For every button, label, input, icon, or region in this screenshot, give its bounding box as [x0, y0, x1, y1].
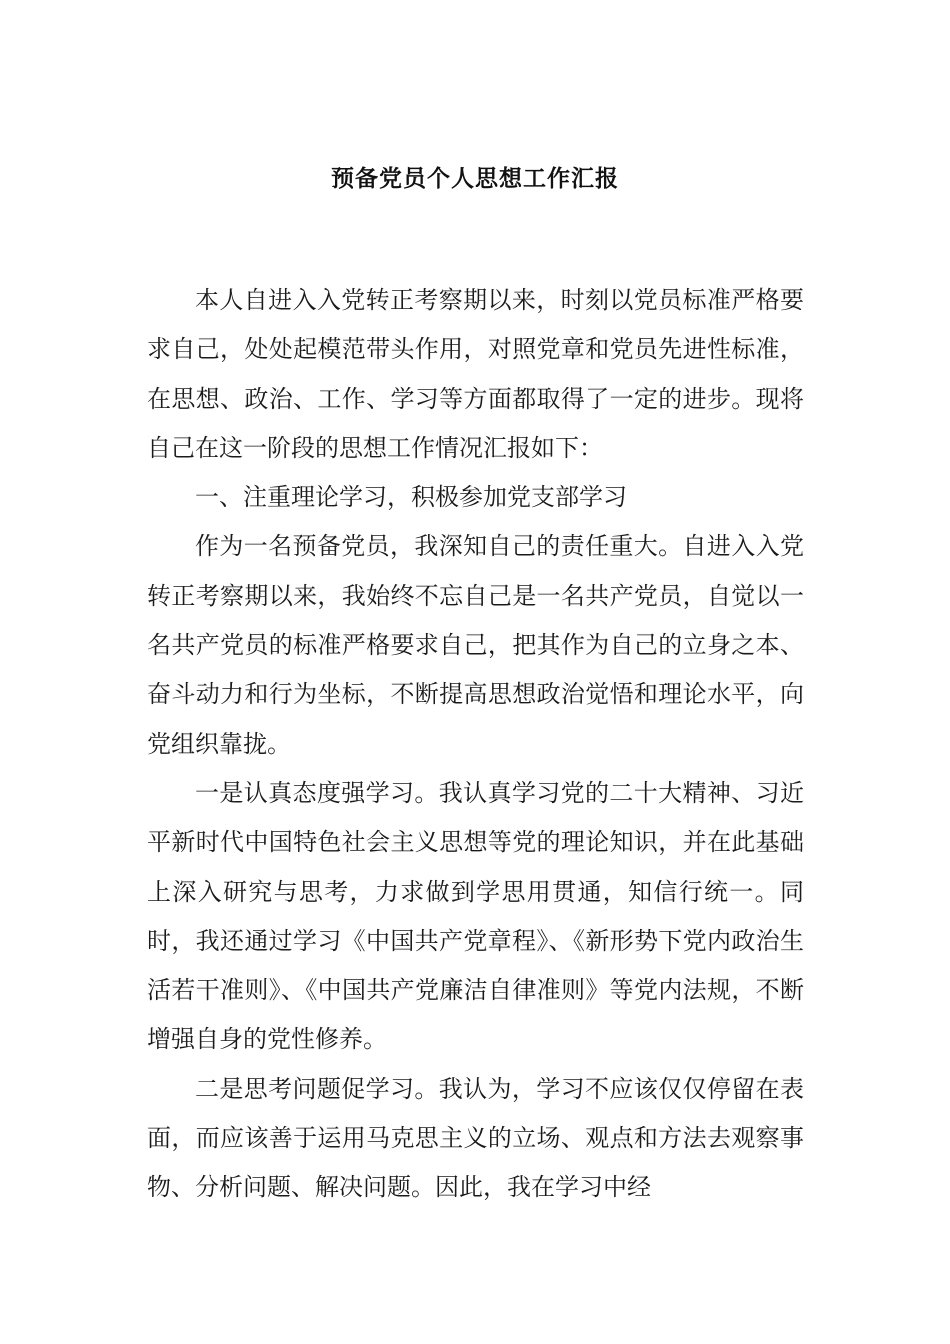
paragraph-intro: 本人自进入入党转正考察期以来，时刻以党员标准严格要求自己，处处起模范带头作用，对照党章和党员先进性标准，在思想、政治、工作、学习等方面都取得了一定的进步。现将自己在这一阶段的思想工作情况汇报如下：: [147, 286, 804, 462]
document-title: 预备党员个人思想工作汇报: [331, 165, 619, 192]
paragraph: 二是思考问题促学习。我认为，学习不应该仅仅停留在表面，而应该善于运用马克思主义的立场、观点和方法去观察事物、分析问题、解决问题。因此，我在学习中经: [147, 1074, 804, 1202]
paragraph: 一是认真态度强学习。我认真学习党的二十大精神、习近平新时代中国特色社会主义思想等党的理论知识，并在此基础上深入研究与思考，力求做到学思用贯通，知信行统一。同时，我还通过学习《中国共产党章程》、《新形势下党内政治生活若干准则》、《中国共产党廉洁自律准则》等党内法规，不断增强自身的党性修养。: [147, 778, 804, 1054]
paragraph: 作为一名预备党员，我深知自己的责任重大。自进入入党转正考察期以来，我始终不忘自己是一名共产党员，自觉以一名共产党员的标准严格要求自己，把其作为自己的立身之本、奋斗动力和行为坐标，不断提高思想政治觉悟和理论水平，向党组织靠拢。: [147, 532, 804, 758]
section-heading-1: 一、注重理论学习，积极参加党支部学习: [195, 483, 627, 512]
document-body: [147, 276, 804, 1213]
